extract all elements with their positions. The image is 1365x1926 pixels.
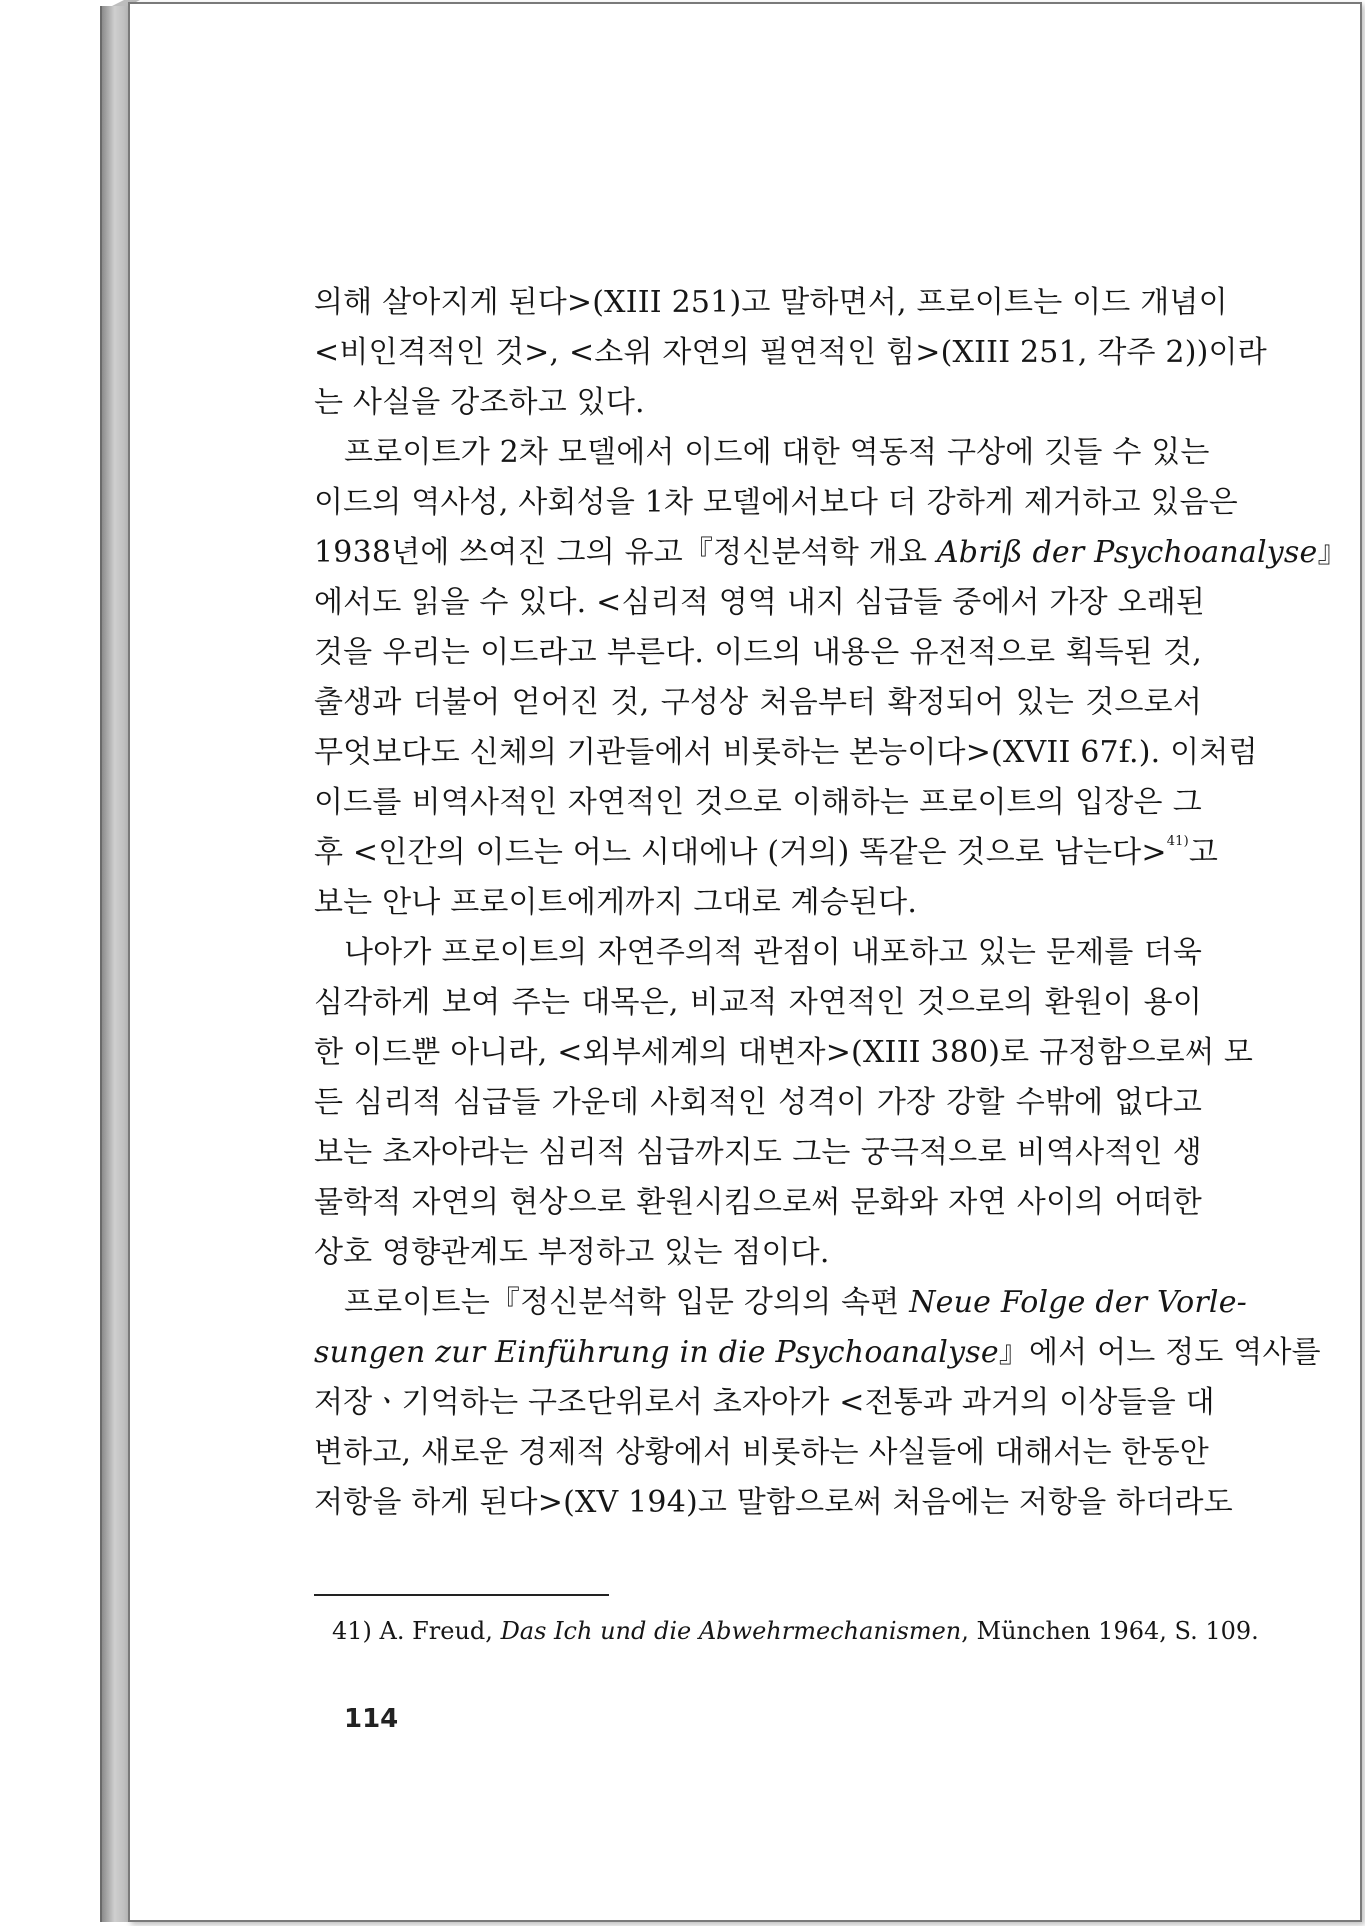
text-line: 한 이드뿐 아니라, <외부세계의 대변자>(XIII 380)로 규정함으로써 모 [314,1035,1254,1070]
text-line: 프로이트가 2차 모델에서 이드에 대한 역동적 구상에 깃들 수 있는 [344,435,1210,470]
footnote-rule [314,1594,609,1596]
text-line: 것을 우리는 이드라고 부른다. 이드의 내용은 유전적으로 획득된 것, [314,635,1202,670]
text-line [314,828,1219,878]
text-line: 저항을 하게 된다>(XV 194)고 말함으로써 처음에는 저항을 하더라도 [314,1485,1233,1520]
footnote-rest: , München 1964, S. 109. [961,1617,1259,1645]
text-line [314,528,1348,578]
text-line: 의해 살아지게 된다>(XIII 251)고 말하면서, 프로이트는 이드 개념이 [314,285,1228,320]
text-line: 나아가 프로이트의 자연주의적 관점이 내포하고 있는 문제를 더욱 [344,935,1202,970]
text-segment: 1938년에 쓰여진 그의 유고『정신분석학 개요 [314,535,937,570]
text-line: 무엇보다도 신체의 기관들에서 비롯하는 본능이다>(XVII 67f.). 이처럼 [314,735,1258,770]
text-line: 이드를 비역사적인 자연적인 것으로 이해하는 프로이트의 입장은 그 [314,785,1202,820]
page-number: 114 [344,1704,399,1734]
text-line: 이드의 역사성, 사회성을 1차 모델에서보다 더 강하게 제거하고 있음은 [314,485,1238,520]
italic-title: Neue Folge der Vorle- [909,1285,1247,1320]
text-line: 에서도 읽을 수 있다. <심리적 영역 내지 심급들 중에서 가장 오래된 [314,585,1206,620]
text-line: <비인격적인 것>, <소위 자연의 필연적인 힘>(XIII 251, 각주 2))이라 [314,335,1267,370]
text-line: 는 사실을 강조하고 있다. [314,385,645,420]
text-line [314,1328,1321,1378]
text-segment: 고 [1188,835,1219,870]
text-segment: 』 [1317,535,1348,570]
text-line: 심각하게 보여 주는 대목은, 비교적 자연적인 것으로의 환원이 용이 [314,985,1202,1020]
text-segment: 후 <인간의 이드는 어느 시대에나 (거의) 똑같은 것으로 남는다> [314,835,1167,870]
footnote-author: A. Freud, [379,1617,493,1645]
text-line: 변하고, 새로운 경제적 상황에서 비롯하는 사실들에 대해서는 한동안 [314,1435,1209,1470]
text-line: 보는 초자아라는 심리적 심급까지도 그는 궁극적으로 비역사적인 생 [314,1135,1202,1170]
book-spine-edge [100,6,130,1922]
footnote-ref: 41) [1166,834,1189,849]
text-line: 상호 영향관계도 부정하고 있는 점이다. [314,1235,830,1270]
text-line: 든 심리적 심급들 가운데 사회적인 성격이 가장 강할 수밖에 없다고 [314,1085,1202,1120]
body-text [314,278,1348,1528]
text-line: 물학적 자연의 현상으로 환원시킴으로써 문화와 자연 사이의 어떠한 [314,1185,1202,1220]
text-line [314,1278,1247,1328]
footnote [332,1614,1259,1648]
italic-title: sungen zur Einführung in die Psychoanalyse [314,1335,999,1370]
footnote-number: 41) [332,1617,372,1645]
text-line: 보는 안나 프로이트에게까지 그대로 계승된다. [314,885,918,920]
footnote-title: Das Ich und die Abwehrmechanismen [500,1617,962,1645]
text-line: 출생과 더불어 얻어진 것, 구성상 처음부터 확정되어 있는 것으로서 [314,685,1202,720]
text-segment: 프로이트는『정신분석학 입문 강의의 속편 [344,1285,910,1320]
text-segment: 』에서 어느 정도 역사를 [998,1335,1321,1370]
text-line: 저장ㆍ기억하는 구조단위로서 초자아가 <전통과 과거의 이상들을 대 [314,1385,1215,1420]
italic-title: Abriß der Psychoanalyse [936,535,1318,570]
